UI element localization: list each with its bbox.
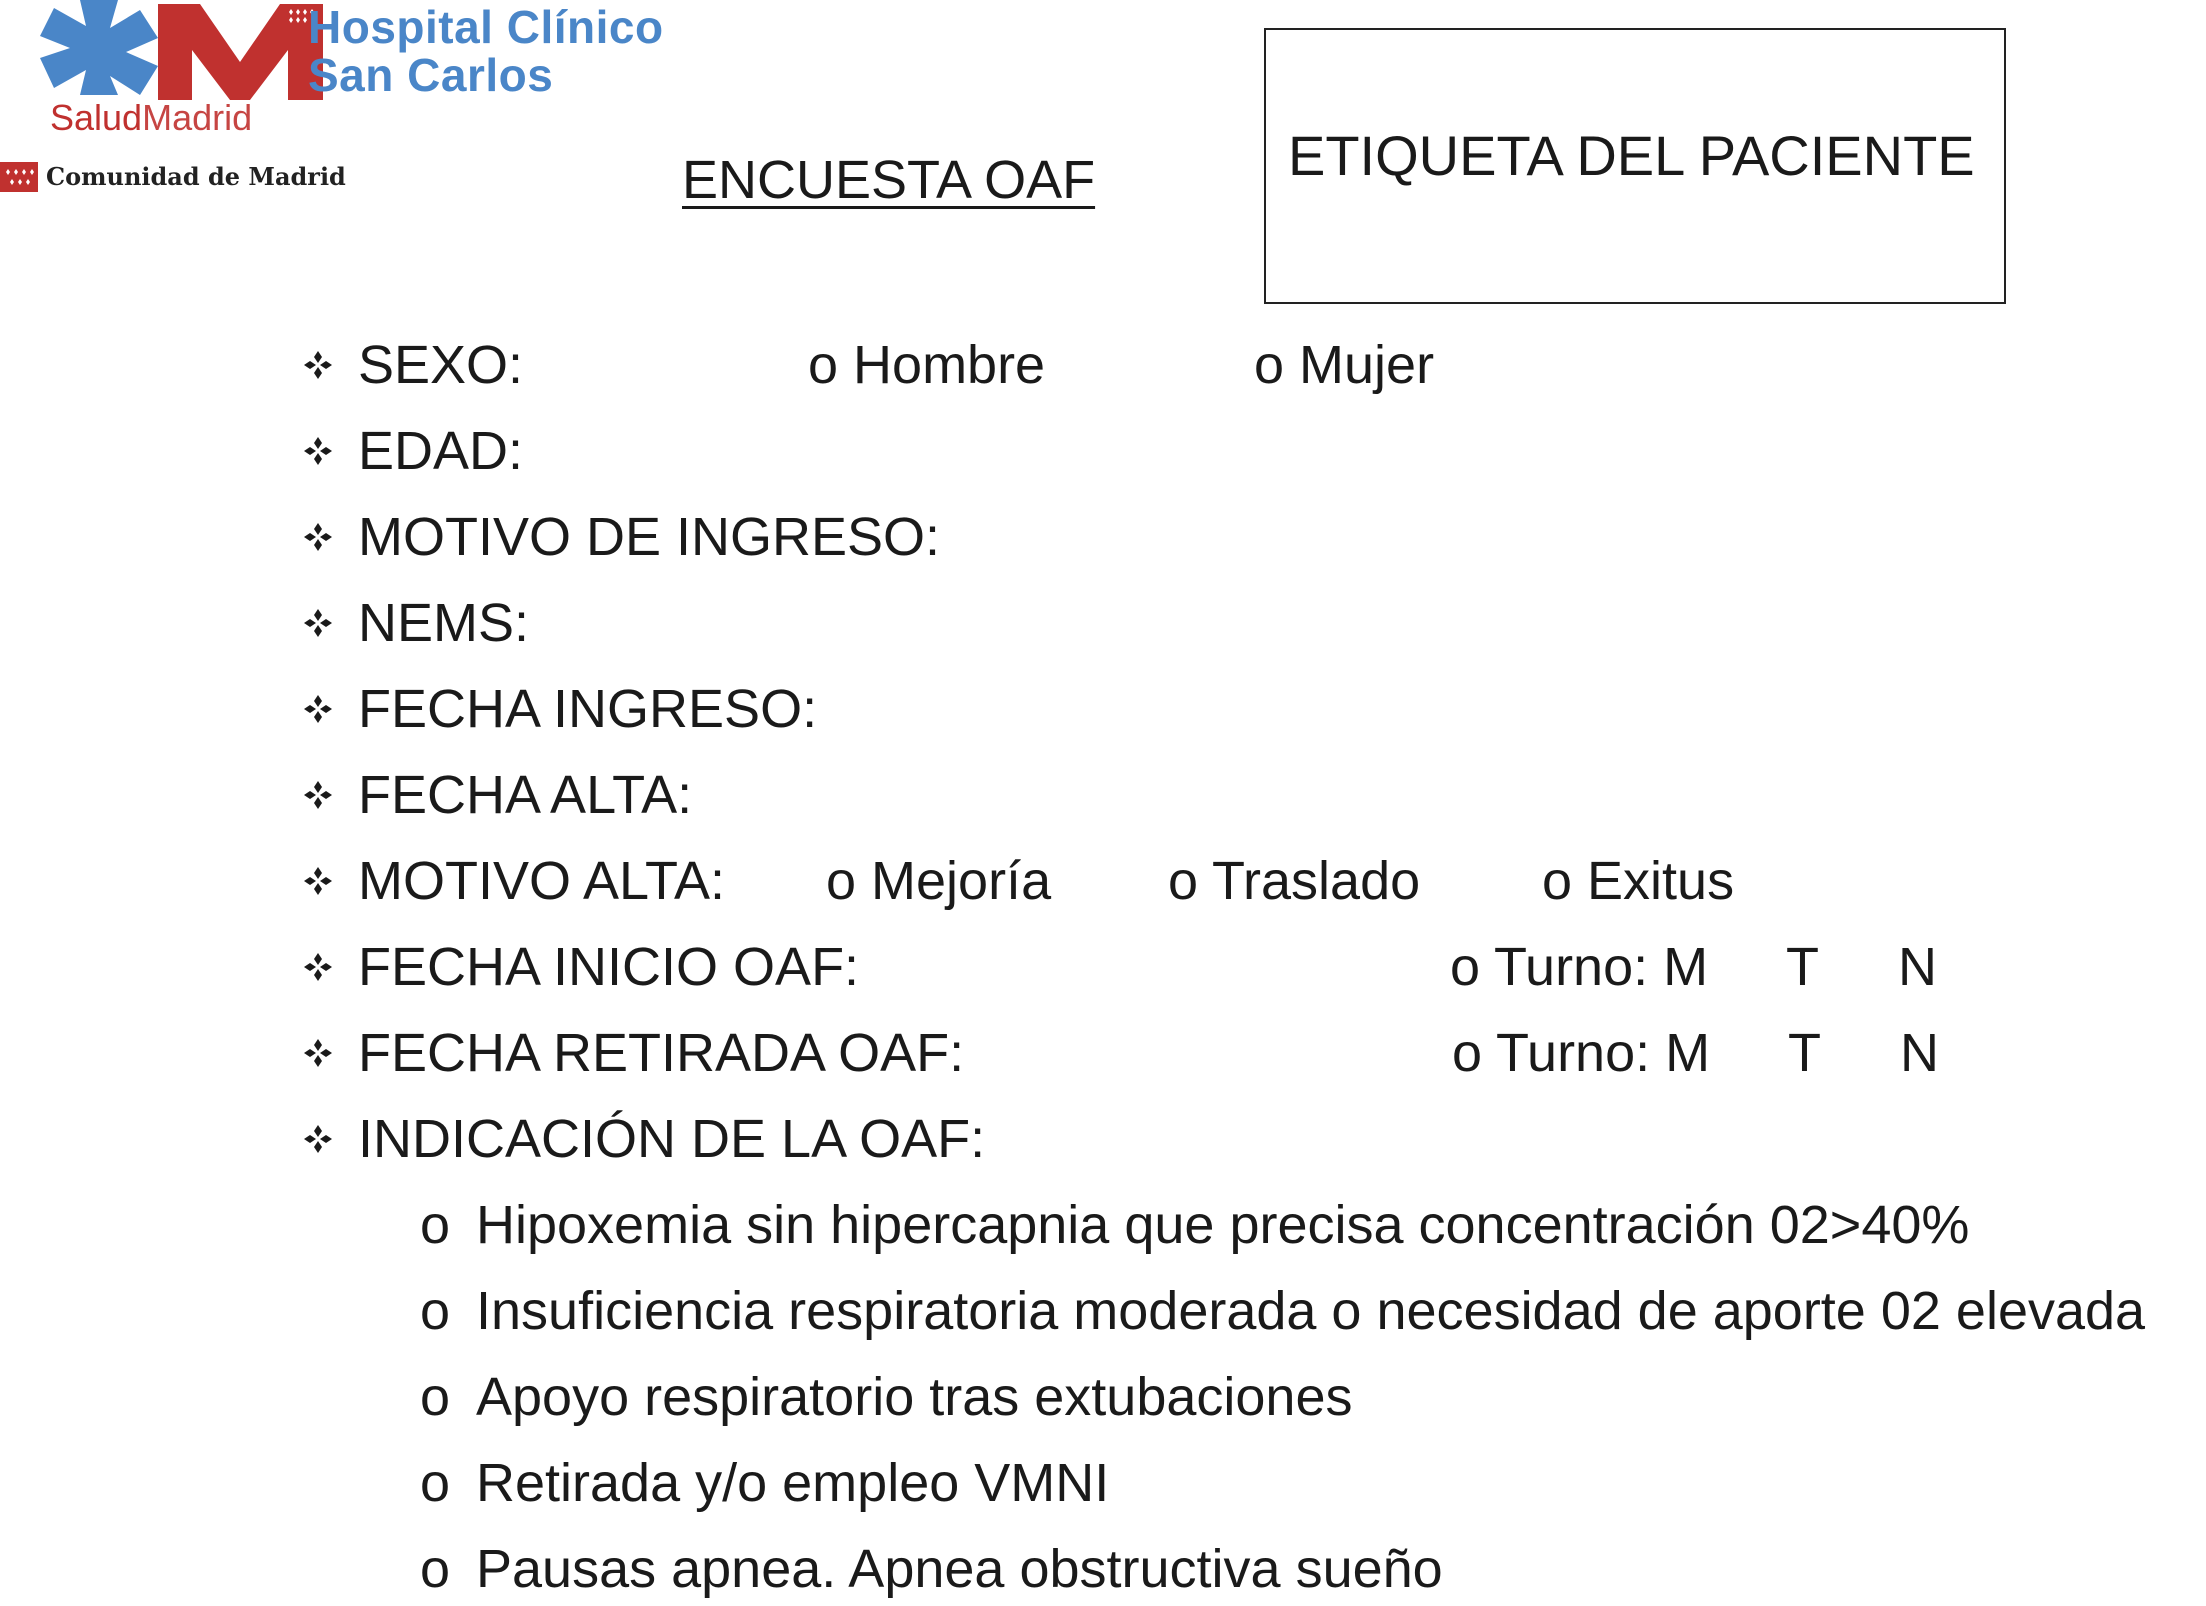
checkbox-marker: o	[420, 1367, 451, 1427]
patient-label-box	[1264, 28, 2006, 304]
diamond-bullet-icon	[302, 779, 334, 811]
field-sexo	[302, 330, 1502, 400]
field-fecha-alta	[302, 760, 1202, 830]
diamond-bullet-icon	[302, 865, 334, 897]
field-label: MOTIVO DE INGRESO:	[358, 507, 941, 567]
diamond-bullet-icon	[302, 693, 334, 725]
indication-text: Retirada y/o empleo VMNI	[476, 1453, 1110, 1513]
indication-text: Apoyo respiratorio tras extubaciones	[476, 1367, 1353, 1427]
option-turno-n[interactable]: N	[1900, 1023, 1939, 1083]
option-mejoria[interactable]: o Mejoría	[826, 851, 1052, 911]
option-traslado[interactable]: o Traslado	[1168, 851, 1421, 911]
field-label: FECHA ALTA:	[358, 765, 693, 825]
field-label: FECHA RETIRADA OAF:	[358, 1023, 965, 1083]
field-label: SEXO:	[358, 335, 524, 395]
indication-option[interactable]	[420, 1190, 2180, 1260]
checkbox-marker: o	[420, 1281, 451, 1341]
field-fecha-ingreso	[302, 674, 1202, 744]
indication-option[interactable]	[420, 1534, 1820, 1604]
option-turno-t[interactable]: T	[1786, 937, 1819, 997]
diamond-bullet-icon	[302, 607, 334, 639]
diamond-bullet-icon	[302, 349, 334, 381]
field-motivo-alta	[302, 846, 1762, 916]
field-label: MOTIVO ALTA:	[358, 851, 726, 911]
hospital-name-line2: San Carlos	[308, 49, 554, 101]
comunidad-madrid-logo	[0, 160, 360, 192]
salud-madrid-wordmark	[50, 98, 252, 138]
field-label: FECHA INGRESO:	[358, 679, 818, 739]
indication-text: Hipoxemia sin hipercapnia que precisa concentración 02>40%	[476, 1195, 1970, 1255]
option-turno-n[interactable]: N	[1898, 937, 1937, 997]
field-nems	[302, 588, 1102, 658]
field-label: EDAD:	[358, 421, 524, 481]
diamond-bullet-icon	[302, 951, 334, 983]
field-motivo-ingreso	[302, 502, 1302, 572]
option-turno-t[interactable]: T	[1788, 1023, 1821, 1083]
option-hombre[interactable]: o Hombre	[808, 335, 1046, 395]
madrid-flag-icon	[0, 162, 38, 192]
option-mujer[interactable]: o Mujer	[1254, 335, 1435, 395]
field-edad	[302, 416, 1102, 486]
comunidad-madrid-text: Comunidad de Madrid	[46, 162, 346, 191]
diamond-bullet-icon	[302, 435, 334, 467]
survey-title: ENCUESTA OAF	[682, 150, 1096, 210]
field-label: FECHA INICIO OAF:	[358, 937, 860, 997]
field-label: NEMS:	[358, 593, 530, 653]
indication-option[interactable]	[420, 1448, 1820, 1518]
option-exitus[interactable]: o Exitus	[1542, 851, 1735, 911]
m-letter-logo-icon	[158, 0, 323, 100]
indication-text: Pausas apnea. Apnea obstructiva sueño	[476, 1539, 1443, 1599]
patient-label-text: ETIQUETA DEL PACIENTE	[1288, 124, 1975, 187]
checkbox-marker: o	[420, 1195, 451, 1255]
madrid-text: Madrid	[142, 97, 253, 138]
field-fecha-inicio-oaf	[302, 932, 2002, 1002]
indication-option[interactable]	[420, 1276, 2200, 1346]
diamond-bullet-icon	[302, 1037, 334, 1069]
indication-text: Insuficiencia respiratoria moderada o necesidad de aporte 02 elevada	[476, 1281, 2146, 1341]
hospital-logo	[30, 0, 730, 150]
option-turno-m[interactable]: o Turno: M	[1450, 937, 1709, 997]
checkbox-marker: o	[420, 1539, 451, 1599]
diamond-bullet-icon	[302, 521, 334, 553]
diamond-bullet-icon	[302, 1123, 334, 1155]
hospital-name-line1: Hospital Clínico	[308, 1, 664, 53]
field-fecha-retirada-oaf	[302, 1018, 2002, 1088]
indication-option[interactable]	[420, 1362, 1820, 1432]
salud-text: Salud	[50, 97, 143, 138]
field-label: INDICACIÓN DE LA OAF:	[358, 1109, 986, 1169]
option-turno-m[interactable]: o Turno: M	[1452, 1023, 1711, 1083]
field-indicacion-oaf	[302, 1104, 1302, 1174]
checkbox-marker: o	[420, 1453, 451, 1513]
